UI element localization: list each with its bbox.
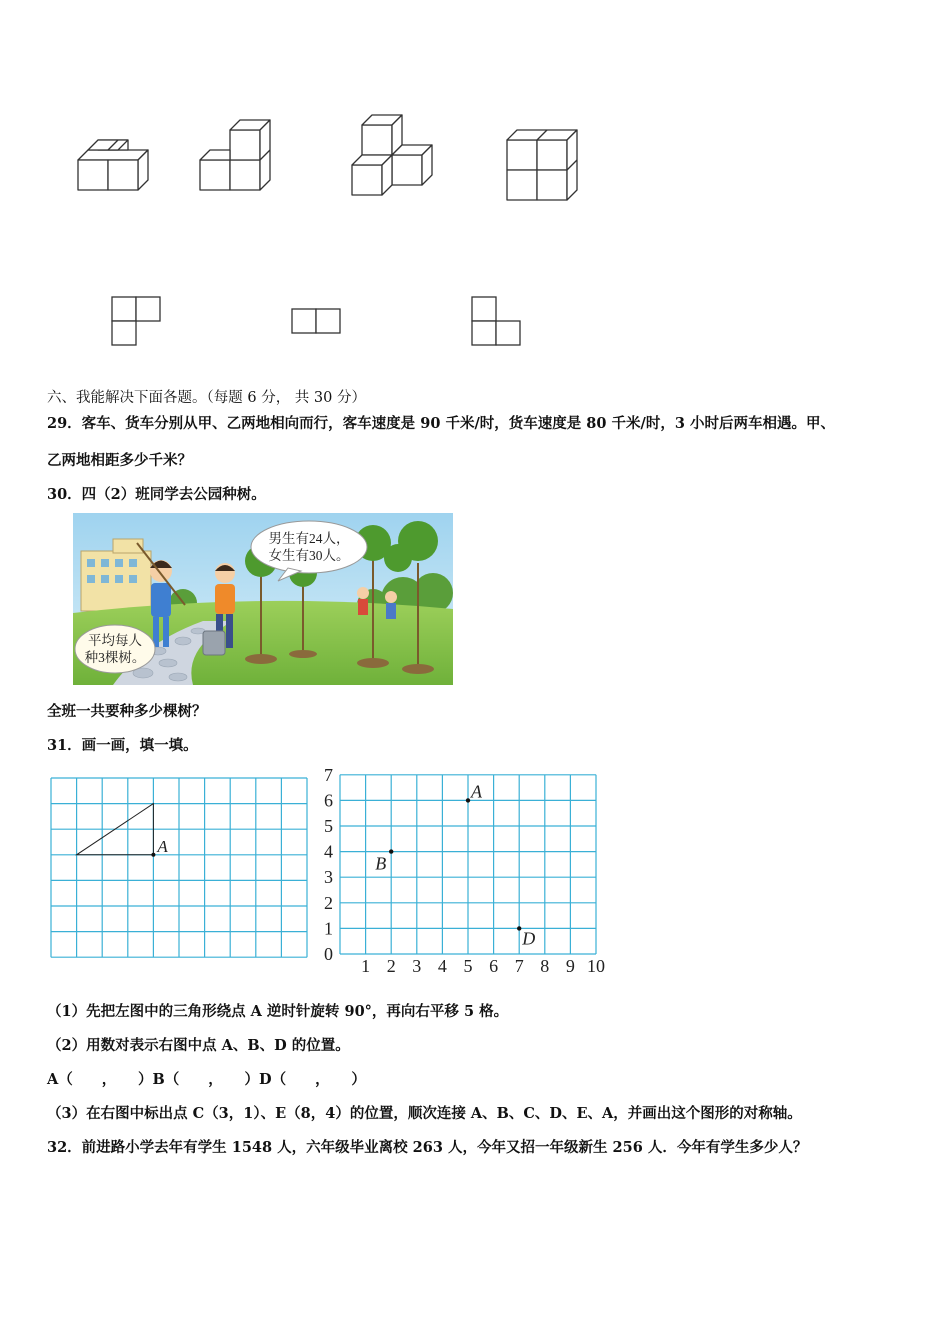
cube-figure-3 — [352, 115, 432, 195]
cube-figures — [60, 110, 600, 210]
q29-line1: 29．客车、货车分别从甲、乙两地相向而行，客车速度是 90 千米/时，货车速度是 80 千米/时，3 小时后两车相遇。甲、 — [47, 415, 835, 432]
bubble-top-line1: 男生有24人， — [268, 531, 350, 546]
bubble-left-line1: 平均每人 — [88, 633, 142, 648]
q32-text: 32．前进路小学去年有学生 1548 人，六年级毕业离校 263 人，今年又招一年级新生 256 人．今年有学生多少人？ — [47, 1139, 808, 1156]
x-tick-label: 4 — [437, 956, 447, 976]
y-tick-label: 2 — [324, 892, 333, 913]
x-tick-label: 9 — [565, 956, 575, 976]
x-tick-label: 5 — [463, 956, 473, 976]
tree-planting-illustration — [73, 513, 453, 685]
bubble-left-line2: 种3棵树。 — [84, 650, 146, 665]
left-point-a-label: A — [157, 836, 168, 856]
q31-sub3: （3）在右图中标出点 C（3，1）、E（8，4）的位置，顺次连接 A、B、C、D、E、A，并画出这个图形的对称轴。 — [47, 1105, 802, 1122]
q31-sub2-answer: A（ ， ）B（ ， ）D（ ， ） — [47, 1071, 366, 1088]
q30-question: 全班一共要种多少棵树？ — [47, 703, 207, 720]
left-grid — [48, 775, 312, 959]
point-a — [466, 798, 470, 802]
q31-sub2: （2）用数对表示右图中点 A、B、D 的位置。 — [47, 1037, 350, 1054]
q30-title: 30．四（2）班同学去公园种树。 — [47, 486, 266, 503]
left-point-a — [151, 853, 155, 857]
x-tick-label: 8 — [540, 956, 550, 976]
view-shape-1 — [112, 297, 160, 345]
view-shape-2 — [292, 309, 340, 333]
view-shapes — [100, 290, 540, 350]
x-tick-label: 10 — [587, 956, 605, 976]
q29-line2: 乙两地相距多少千米？ — [47, 452, 192, 469]
point-d-label: D — [522, 928, 536, 949]
cube-figure-2 — [200, 120, 270, 190]
x-tick-label: 1 — [361, 956, 371, 976]
x-tick-label: 7 — [514, 956, 524, 976]
point-b-label: B — [375, 853, 387, 874]
y-tick-label: 7 — [324, 765, 333, 785]
bubble-top-line2: 女生有30人。 — [268, 548, 350, 563]
coordinate-grid — [318, 765, 618, 980]
y-tick-label: 6 — [324, 790, 333, 811]
point-a-label: A — [471, 781, 482, 802]
point-b — [389, 849, 393, 853]
cube-figure-4 — [507, 130, 577, 200]
x-tick-label: 3 — [412, 956, 422, 976]
speech-bubble-left — [75, 625, 155, 673]
y-tick-label: 0 — [324, 944, 333, 964]
q31-title: 31．画一画，填一填。 — [47, 737, 198, 754]
x-tick-label: 6 — [489, 956, 499, 976]
x-tick-label: 2 — [386, 956, 396, 976]
q31-sub1: （1）先把左图中的三角形绕点 A 逆时针旋转 90°，再向右平移 5 格。 — [47, 1003, 509, 1020]
section-heading: 六、我能解决下面各题。（每题 6 分， 共 30 分） — [47, 390, 366, 406]
y-tick-label: 5 — [324, 816, 333, 836]
point-d — [517, 926, 521, 930]
y-tick-label: 3 — [324, 867, 333, 888]
cube-figure-1 — [78, 140, 148, 190]
y-tick-label: 1 — [324, 918, 333, 939]
view-shape-3 — [472, 297, 520, 345]
y-tick-label: 4 — [324, 841, 333, 862]
